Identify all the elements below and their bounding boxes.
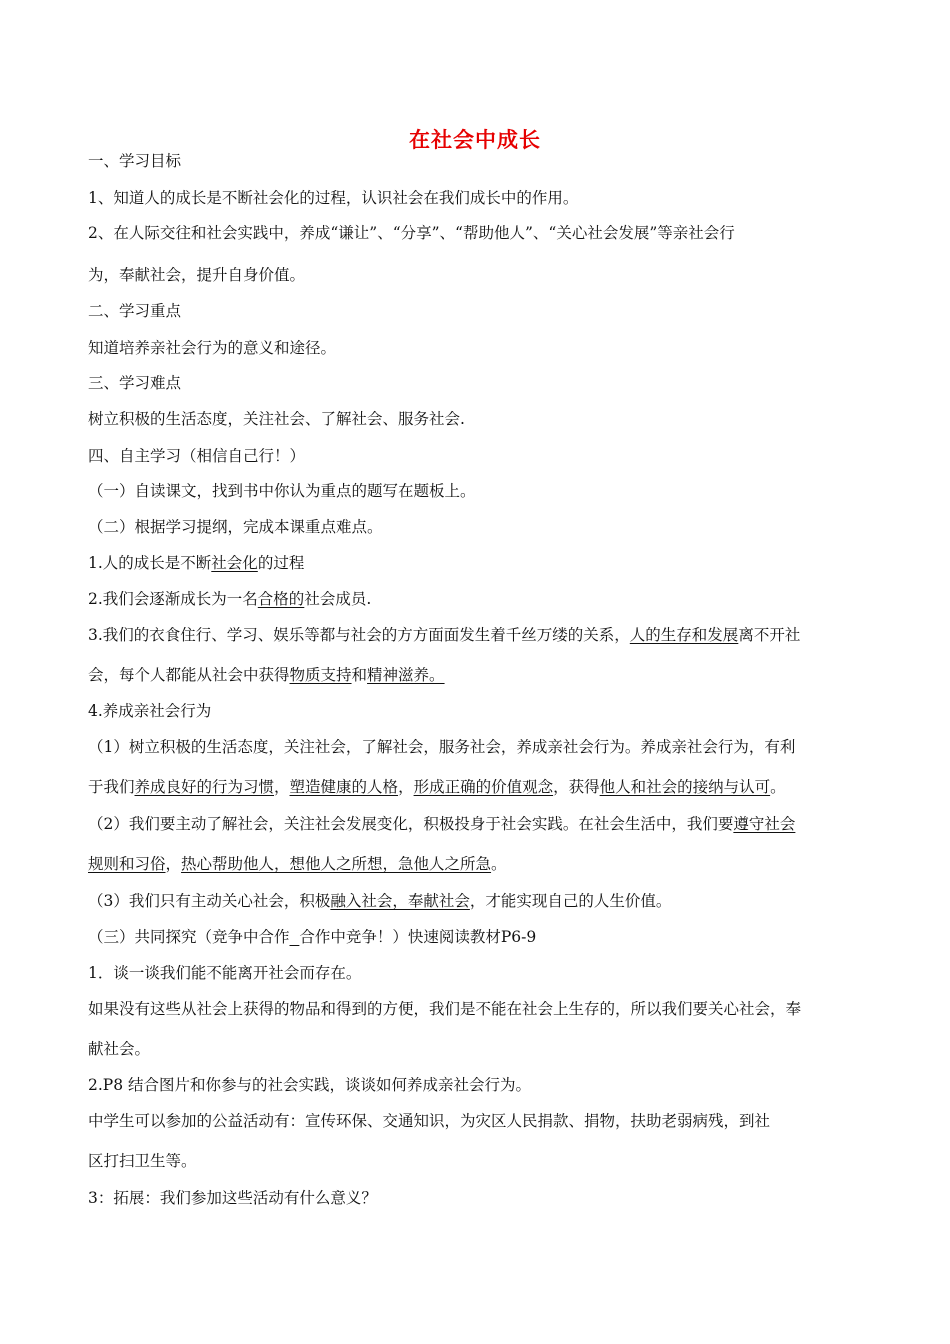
underlined-answer	[290, 928, 300, 946]
underlined-answer: 人的生存和发展	[629, 626, 739, 644]
text-segment: 。	[770, 778, 786, 796]
text-segment: 1、知道人的成长是不断社会化的过程，认识社会在我们成长中的作用。	[88, 189, 579, 207]
text-line	[88, 1110, 866, 1132]
text-segment: （一）自读课文，找到书中你认为重点的题写在题板上。	[88, 482, 476, 500]
text-segment: 会，每个人都能从社会中获得	[88, 666, 290, 684]
text-segment: ，才能实现自己的人生价值。	[469, 892, 672, 910]
text-segment: 。	[491, 855, 507, 873]
text-segment: 3.我们的衣食住行、学习、娱乐等都与社会的方方面面发生着千丝万缕的关系，	[88, 626, 630, 644]
text-line	[88, 1187, 866, 1209]
text-line	[88, 408, 866, 430]
underlined-answer: 他人和社会的接纳与认可	[599, 778, 771, 796]
text-segment: （3）我们只有主动关心社会，积极	[88, 892, 331, 910]
document-title: 在社会中成长	[409, 128, 541, 152]
underlined-answer: 热心帮助他人，想他人之所想，急他人之所急	[181, 855, 492, 873]
underlined-answer: 形成正确的价值观念	[413, 778, 554, 796]
underlined-answer: 社会化	[211, 554, 258, 572]
text-line	[88, 890, 866, 912]
text-segment: 2、在人际交往和社会实践中，养成“谦让”、“分享”、“帮助他人”、“关心社会发展”等亲社会行	[88, 224, 735, 242]
text-segment: 于我们	[88, 778, 135, 796]
text-segment: 社会成员.	[304, 590, 372, 608]
text-segment: 四、自主学习（相信自己行！）	[88, 447, 306, 465]
underlined-answer: 规则和习俗	[88, 855, 166, 873]
underlined-answer: 融入社会，奉献社会	[330, 892, 470, 910]
text-line	[88, 853, 866, 875]
text-segment: 知道培养亲社会行为的意义和途径。	[88, 339, 337, 357]
text-segment: 2.我们会逐渐成长为一名	[88, 590, 258, 608]
text-line	[88, 222, 866, 244]
underlined-answer: 合格的	[257, 590, 305, 608]
text-segment: 4.养成亲社会行为	[88, 702, 212, 720]
text-line	[88, 337, 866, 359]
text-line	[88, 998, 866, 1020]
text-segment: 和	[351, 666, 368, 684]
text-line	[88, 480, 866, 502]
text-segment: 合作中竞争！）快速阅读教材P6-9	[299, 928, 537, 946]
text-segment: ，	[165, 855, 182, 873]
text-line	[88, 700, 866, 722]
text-segment: 1.人的成长是不断	[88, 554, 212, 572]
text-segment: （2）我们要主动了解社会，关注社会发展变化，积极投身于社会实践。在社会生活中，我们要	[88, 815, 734, 833]
text-segment: ，	[274, 778, 290, 796]
underlined-answer: 物质支持	[289, 666, 352, 684]
text-segment: ，获得	[553, 778, 600, 796]
text-line	[88, 445, 866, 467]
text-segment: （1）树立积极的生活态度，关注社会，了解社会，服务社会，养成亲社会行为。养成亲社会行为，有利	[88, 738, 796, 756]
text-segment: 的过程	[257, 554, 305, 572]
text-segment: 1．谈一谈我们能不能离开社会而存在。	[88, 964, 362, 982]
text-line	[88, 516, 866, 538]
text-segment: （三）共同探究（竞争中合作	[88, 928, 290, 946]
text-segment: 区打扫卫生等。	[88, 1152, 197, 1170]
text-segment: ，	[398, 778, 414, 796]
text-line	[88, 150, 866, 172]
text-line	[88, 264, 866, 286]
text-line	[88, 664, 866, 686]
underlined-answer: 精神滋养。	[367, 666, 445, 684]
text-line	[88, 552, 866, 574]
underlined-answer: 塑造健康的人格	[289, 778, 399, 796]
text-segment: 3：拓展：我们参加这些活动有什么意义？	[88, 1189, 377, 1207]
text-segment: 献社会。	[88, 1040, 151, 1058]
text-segment: （二）根据学习提纲，完成本课重点难点。	[88, 518, 383, 536]
text-line	[88, 736, 866, 758]
text-segment: 离不开社	[738, 626, 801, 644]
text-segment: 2.P8 结合图片和你参与的社会实践，谈谈如何养成亲社会行为。	[88, 1076, 532, 1094]
text-line	[88, 300, 866, 322]
text-segment: 三、学习难点	[88, 374, 182, 392]
text-segment: 中学生可以参加的公益活动有：宣传环保、交通知识，为灾区人民捐款、捐物，扶助老弱病残，到社	[88, 1112, 771, 1130]
underlined-answer: 养成良好的行为习惯	[134, 778, 275, 796]
text-line	[88, 926, 866, 948]
text-segment: 二、学习重点	[88, 302, 182, 320]
text-line	[88, 1150, 866, 1172]
text-line	[88, 1038, 866, 1060]
text-segment: 如果没有这些从社会上获得的物品和得到的方便，我们是不能在社会上生存的，所以我们要关心社会，奉	[88, 1000, 802, 1018]
text-segment: 为，奉献社会，提升自身价值。	[88, 266, 306, 284]
text-segment: 树立积极的生活态度，关注社会、了解社会、服务社会.	[88, 410, 465, 428]
text-line	[88, 372, 866, 394]
text-line	[88, 1074, 866, 1096]
underlined-answer: 遵守社会	[733, 815, 796, 833]
text-line	[88, 588, 866, 610]
text-line	[88, 187, 866, 209]
text-segment: 一、学习目标	[88, 152, 182, 170]
text-line	[88, 962, 866, 984]
text-line	[88, 813, 866, 835]
text-line	[88, 624, 866, 646]
text-line	[88, 776, 866, 798]
